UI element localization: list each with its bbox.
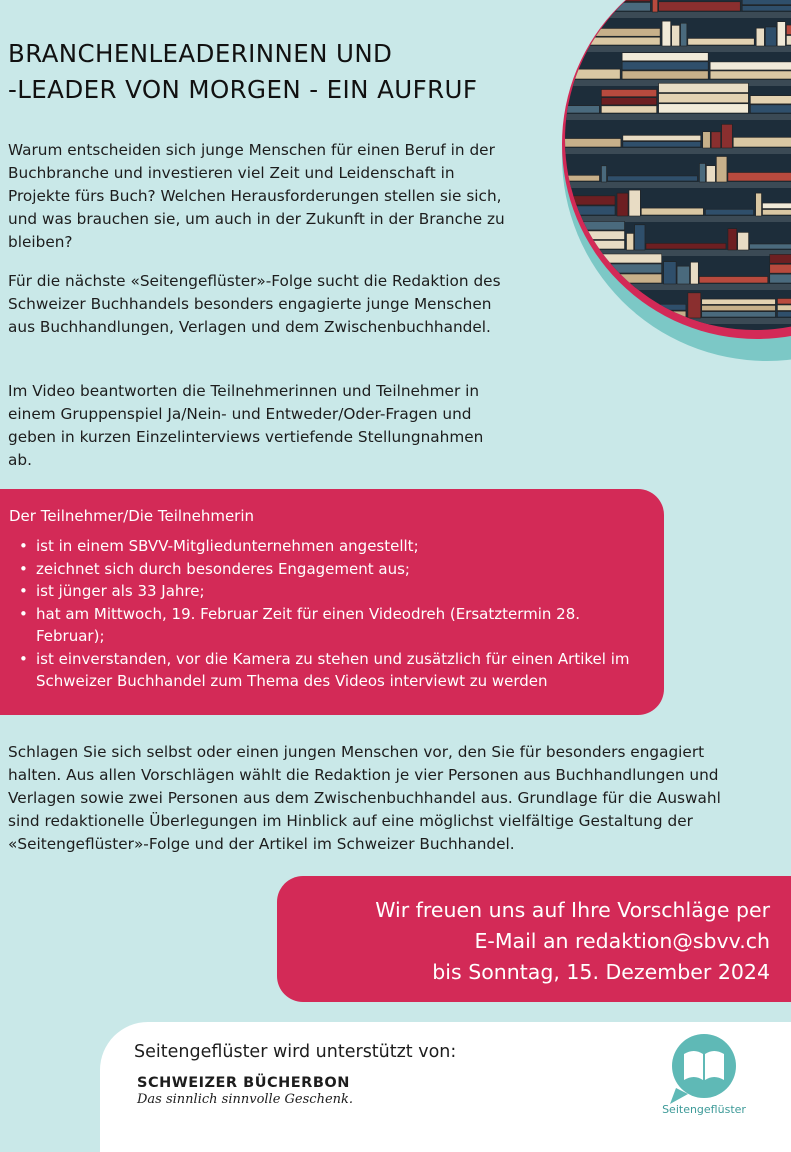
intro-paragraph-3: Im Video beantworten die Teilnehmerinnen und Teilnehmer in einem Gruppenspiel Ja/Nein- und Entweder/Oder-Fragen und geben in kurzen Einzelinterviews vertiefende Stellungnahmen ab. (8, 382, 484, 469)
criteria-item: • hat am Mittwoch, 19. Februar Zeit für einen Videodreh (Ersatztermin 28. Februar); (36, 603, 636, 648)
cta-deadline-line: bis Sonntag, 15. Dezember 2024 (432, 960, 770, 984)
criteria-list (0, 535, 636, 693)
criteria-box (0, 489, 664, 715)
logo-label: Seitengeflüster (662, 1103, 746, 1116)
page-title (8, 36, 548, 108)
intro-paragraph-2: Für die nächste «Seitengeflüster»-Folge sucht die Redaktion des Schweizer Buchhandels besonders engagierte junge Menschen aus Buchhandlungen, Verlagen und dem Zwischenbuchhandel. (8, 272, 501, 336)
title-line-1: BRANCHENLEADERINNEN UND (8, 39, 393, 68)
call-to-action-box (277, 876, 791, 1002)
sponsor-name: SCHWEIZER BÜCHERBON (137, 1075, 350, 1091)
cta-line-1: Wir freuen uns auf Ihre Vorschläge per (375, 898, 770, 922)
criteria-item: • ist jünger als 33 Jahre; (36, 580, 636, 603)
proposal-paragraph: Schlagen Sie sich selbst oder einen jungen Menschen vor, den Sie für besonders engagiert halten. Aus allen Vorschlägen wählt die Redaktion je vier Personen aus Buchhandlungen und Verlagen sowie zwei Personen aus dem Zwischenbuchhandel aus. Grundlage für die Auswahl sind redaktionelle Überlegungen im Hinblick auf eine möglichst vielfältige Gestaltung der «Seitengeflüster»-Folge und der Artikel im Schweizer Buchhandel. (8, 743, 721, 853)
supported-by-text: Seitengeflüster wird unterstützt von: (134, 1042, 457, 1062)
criteria-heading: Der Teilnehmer/Die Teilnehmerin (9, 507, 255, 525)
intro-paragraph-1: Warum entscheiden sich junge Menschen für einen Beruf in der Buchbranche und investieren viel Zeit und Leidenschaft in Projekte fürs Buch? Welchen Herausforderungen stellen sie sich, und was brauchen sie, um auch in der Zukunft in der Branche zu bleiben? (8, 141, 505, 251)
cta-email-line: E-Mail an redaktion@sbvv.ch (474, 929, 770, 953)
sponsor-footer (100, 1022, 791, 1152)
bookshelf-illustration (535, 0, 791, 400)
criteria-item: • ist einverstanden, vor die Kamera zu stehen und zusätzlich für einen Artikel im Schweizer Buchhandel zum Thema des Videos interviewt zu werden (36, 648, 636, 693)
title-line-2: -LEADER VON MORGEN - EIN AUFRUF (8, 75, 478, 104)
sponsor-slogan: Das sinnlich sinnvolle Geschenk. (137, 1092, 354, 1107)
criteria-item: • ist in einem SBVV-Mitgliedunternehmen angestellt; (36, 535, 636, 558)
criteria-item: • zeichnet sich durch besonderes Engagement aus; (36, 558, 636, 581)
